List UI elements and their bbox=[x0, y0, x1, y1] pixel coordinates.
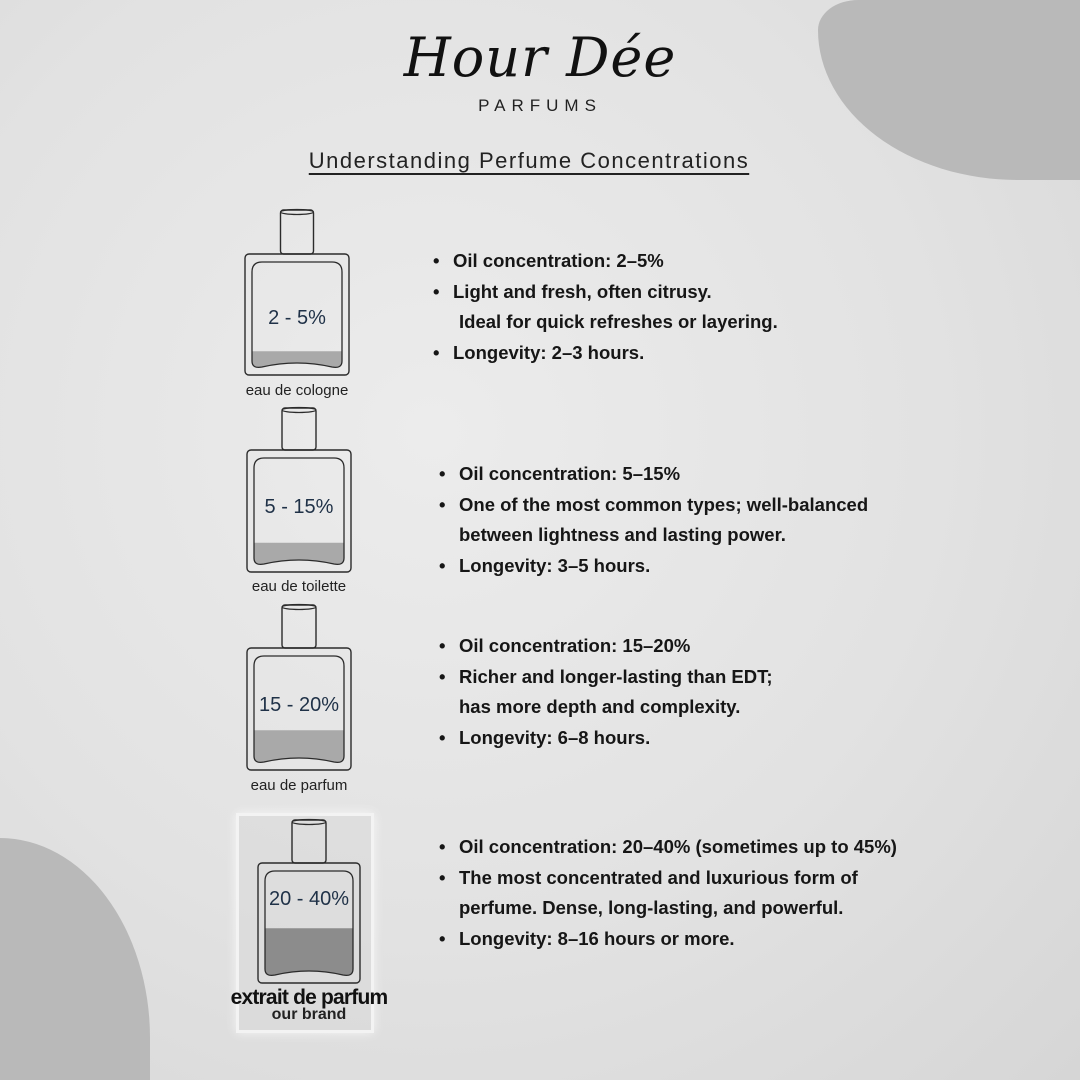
info-line: Ideal for quick refreshes or layering. bbox=[459, 311, 778, 332]
bottle-cap bbox=[282, 408, 316, 450]
bottle-label: extrait de parfum bbox=[230, 986, 388, 1009]
info-line: between lightness and lasting power. bbox=[459, 524, 786, 545]
info-line: • Oil concentration: 20–40% (sometimes up to 45%) bbox=[439, 832, 897, 863]
bottle-0 bbox=[243, 208, 351, 377]
info-line: has more depth and complexity. bbox=[459, 696, 741, 717]
bottle-cap bbox=[292, 820, 326, 863]
decorative-blob-bottom-left bbox=[0, 838, 150, 1080]
info-line: • One of the most common types; well-balanced bbox=[439, 490, 868, 521]
info-line: • Oil concentration: 2–5% bbox=[433, 246, 778, 277]
info-line: • Longevity: 8–16 hours or more. bbox=[439, 924, 897, 955]
bottle-2 bbox=[245, 603, 353, 772]
info-line: • Oil concentration: 15–20% bbox=[439, 631, 773, 662]
info-line: • Oil concentration: 5–15% bbox=[439, 459, 868, 490]
bottle-liquid-fill bbox=[254, 543, 344, 565]
bottle-liquid-fill bbox=[252, 351, 342, 367]
info-line: • Longevity: 3–5 hours. bbox=[439, 551, 868, 582]
info-block-cologne bbox=[433, 246, 778, 368]
concentration-percent: 2 - 5% bbox=[268, 307, 326, 329]
brand-logo bbox=[0, 28, 1080, 116]
info-block-extrait bbox=[439, 832, 897, 954]
info-block-parfum bbox=[439, 631, 773, 753]
bottle-cap bbox=[281, 210, 314, 254]
concentration-percent: 5 - 15% bbox=[264, 496, 334, 518]
bottle-liquid-fill bbox=[265, 928, 353, 975]
brand-name: Hour Dée bbox=[403, 26, 677, 89]
info-line: • Richer and longer-lasting than EDT; bbox=[439, 662, 773, 693]
bottle-cap bbox=[282, 605, 316, 648]
info-line: • The most concentrated and luxurious form of bbox=[439, 863, 897, 894]
bottle-label: eau de cologne bbox=[245, 382, 349, 399]
our-brand-label: our brand bbox=[271, 1006, 347, 1023]
concentration-percent: 20 - 40% bbox=[268, 888, 350, 910]
bottle-label: eau de toilette bbox=[251, 578, 347, 595]
bottle-label: eau de parfum bbox=[250, 777, 348, 794]
page-title: Understanding Perfume Concentrations bbox=[308, 148, 750, 173]
info-line: perfume. Dense, long-lasting, and powerful. bbox=[459, 897, 844, 918]
info-line: • Longevity: 6–8 hours. bbox=[439, 723, 773, 754]
bottle-1 bbox=[245, 406, 353, 574]
brand-subtitle: PARFUMS bbox=[478, 96, 602, 115]
info-line: • Longevity: 2–3 hours. bbox=[433, 338, 778, 369]
concentration-percent: 15 - 20% bbox=[258, 694, 340, 716]
info-line: • Light and fresh, often citrusy. bbox=[433, 277, 778, 308]
info-block-toilette bbox=[439, 459, 868, 581]
